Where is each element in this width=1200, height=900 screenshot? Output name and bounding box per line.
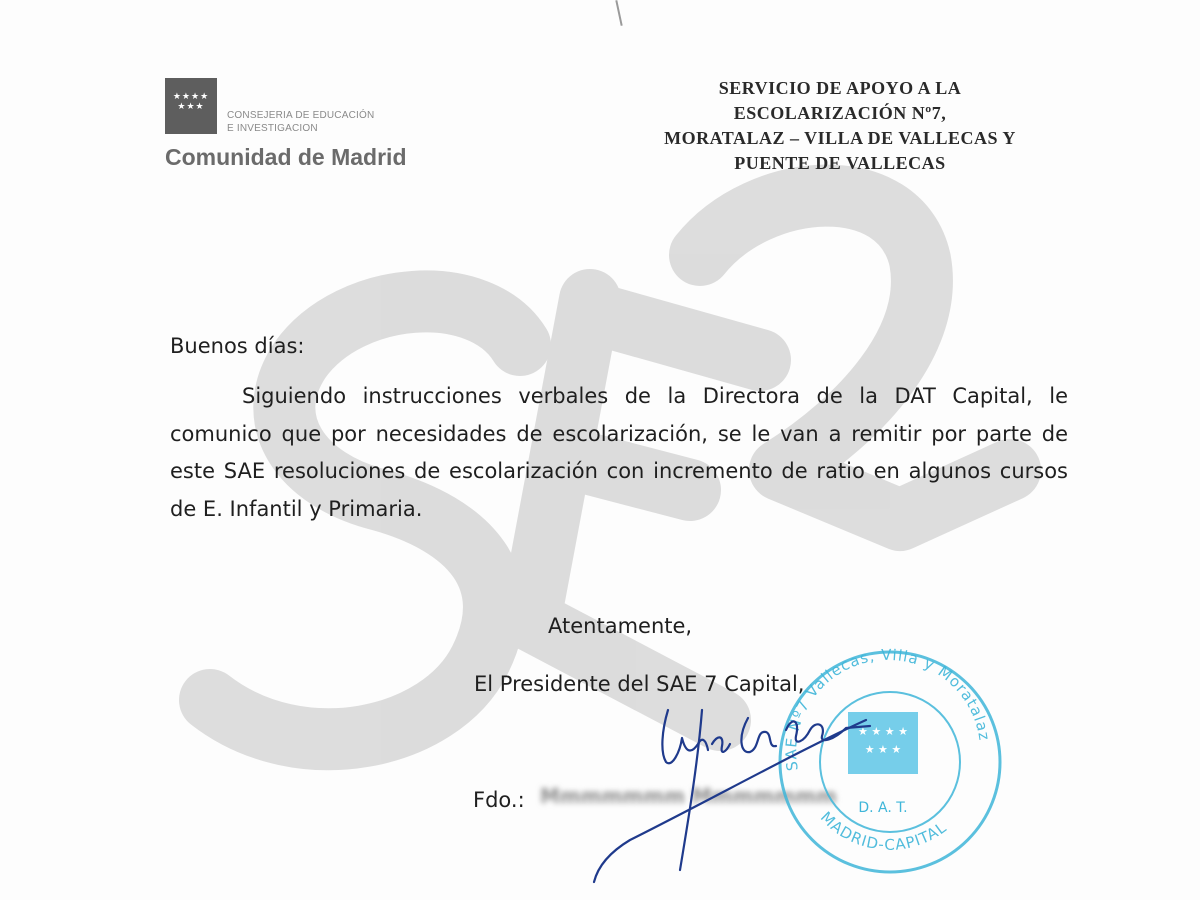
logo-department-line1: CONSEJERIA DE EDUCACIÓN	[227, 110, 375, 121]
logo-department-line2: E INVESTIGACION	[227, 123, 318, 134]
stars-icon: ★★★★ ★★★	[172, 92, 210, 112]
signer-title: El Presidente del SAE 7 Capital,	[474, 672, 805, 696]
greeting: Buenos días:	[170, 334, 305, 358]
signature-label: Fdo.:	[473, 788, 525, 812]
header-title	[600, 76, 1080, 176]
stamp-bottom-text: MADRID-CAPITAL	[816, 808, 951, 854]
closing: Atentamente,	[548, 614, 693, 638]
header-title-line: SERVICIO DE APOYO A LA	[718, 78, 962, 98]
madrid-flag-icon	[165, 78, 217, 134]
logo-name: Comunidad de Madrid	[165, 144, 407, 170]
redacted-signer-name: Mmmmmmm Mmmmmmm	[540, 784, 837, 808]
header-title-line: MORATALAZ – VILLA DE VALLECAS Y	[664, 128, 1016, 148]
header-title-line: PUENTE DE VALLECAS	[734, 153, 946, 173]
body-paragraph: Siguiendo instrucciones verbales de la Directora de la DAT Capital, le comunico que por necesidades de escolarización, se le van a remitir por parte de este SAE resoluciones de escolarización con incremento de ratio en algunos cursos de E. Infantil y Primaria.	[170, 384, 1068, 521]
stamp-stars-icon: ★ ★ ★ ★	[858, 725, 908, 738]
stamp-top-text: SAE Nº7 Vallecas, Villa y Moratalaz	[782, 645, 994, 773]
header-title-line: ESCOLARIZACIÓN Nº7,	[733, 103, 947, 123]
stamp-center-label: D. A. T.	[858, 800, 908, 816]
handwritten-signature	[590, 690, 890, 890]
paper-crease	[615, 0, 622, 26]
comunidad-madrid-logo	[165, 78, 465, 178]
stamp-stars-icon: ★ ★ ★	[864, 743, 902, 756]
